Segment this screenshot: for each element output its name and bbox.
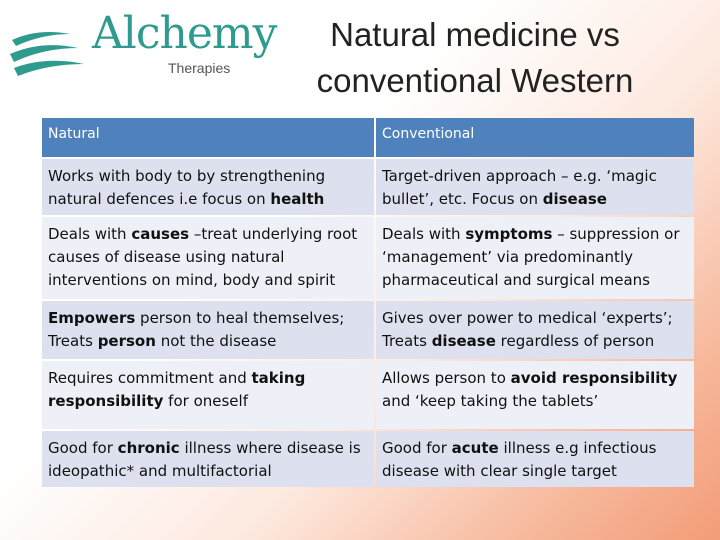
header-conventional: Conventional <box>376 118 694 157</box>
comparison-table <box>40 116 696 489</box>
cell-conventional <box>376 361 694 429</box>
title-line-2: conventional Western <box>316 62 634 99</box>
cell-text: Empowers <box>48 309 136 327</box>
cell-text: acute <box>451 439 499 457</box>
table-header-row <box>42 118 694 157</box>
cell-natural <box>42 217 374 299</box>
title-line-1: Natural medicine vs <box>330 16 620 53</box>
cell-text: taking responsibility <box>48 369 306 410</box>
cell-text: illness where disease is ideopathic* and multifactorial <box>48 439 361 480</box>
cell-text: Requires commitment and <box>48 369 252 387</box>
cell-text: regardless of person <box>495 332 655 350</box>
cell-text: Deals with <box>382 225 466 243</box>
cell-conventional <box>376 301 694 359</box>
cell-text: Good for <box>382 439 452 457</box>
cell-text: illness e.g infectious disease with clear single target <box>382 439 657 480</box>
cell-text: – suppression or ‘management’ via predominantly pharmaceutical and surgical means <box>382 225 680 289</box>
alchemy-logo <box>8 8 277 90</box>
cell-natural <box>42 431 374 487</box>
cell-text: chronic <box>117 439 180 457</box>
cell-natural <box>42 159 374 215</box>
cell-text: Works with body to by strengthening natural defences i.e focus on <box>48 167 326 208</box>
table-row <box>42 217 694 299</box>
cell-text: avoid responsibility <box>510 369 678 387</box>
table-row <box>42 361 694 429</box>
cell-text: Target-driven approach – e.g. ‘magic bullet’, etc. Focus on <box>382 167 657 208</box>
cell-text: Allows person to <box>382 369 511 387</box>
cell-text: Deals with <box>48 225 132 243</box>
cell-text: person <box>97 332 156 350</box>
cell-text: health <box>270 190 325 208</box>
cell-text: –treat underlying root causes of disease using natural interventions on mind, body and spirit <box>48 225 358 289</box>
table-row <box>42 301 694 359</box>
cell-text: and ‘keep taking the tablets’ <box>382 392 599 410</box>
cell-conventional <box>376 431 694 487</box>
cell-text: disease <box>542 190 607 208</box>
cell-text: Good for <box>48 439 118 457</box>
slide-title <box>280 12 670 104</box>
cell-text: disease <box>431 332 496 350</box>
cell-text: not the disease <box>155 332 277 350</box>
header-natural: Natural <box>42 118 374 157</box>
logo-subtitle: Therapies <box>168 60 231 76</box>
cell-text: causes <box>131 225 190 243</box>
cell-conventional <box>376 159 694 215</box>
cell-natural <box>42 301 374 359</box>
cell-text: person to heal themselves; Treats <box>48 309 345 350</box>
cell-natural <box>42 361 374 429</box>
cell-text: Gives over power to medical ‘experts’; Treats <box>382 309 673 350</box>
cell-text: for oneself <box>163 392 248 410</box>
cell-text: symptoms <box>465 225 553 243</box>
table-row <box>42 159 694 215</box>
logo-wordmark: Alchemy <box>92 8 277 59</box>
table-row <box>42 431 694 487</box>
swoosh-logo-icon <box>8 10 98 90</box>
cell-conventional <box>376 217 694 299</box>
